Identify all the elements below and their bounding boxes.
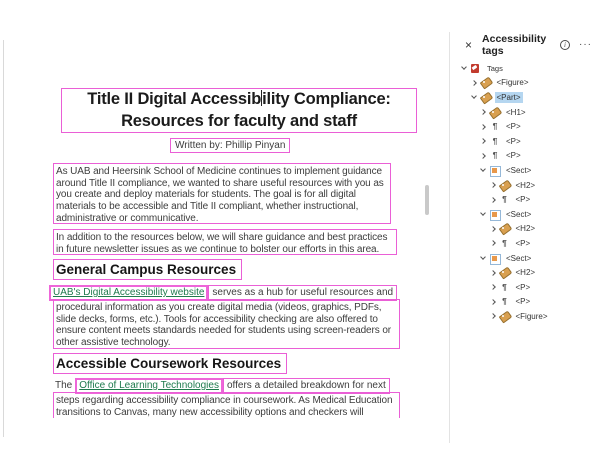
tree-row-p[interactable] (450, 280, 600, 295)
link-office-of-learning-technologies[interactable]: Office of Learning Technologies (79, 380, 219, 391)
tree-row-label: <Figure> (515, 311, 548, 321)
tree-row-figure[interactable] (450, 76, 600, 91)
tree-row-tags[interactable] (450, 61, 600, 76)
tree-row-sect[interactable] (450, 207, 600, 222)
chevron-right-icon[interactable] (490, 182, 496, 188)
campus-line1-rest: serves as a hub for useful resources and (208, 285, 397, 301)
tree-row-label: <P> (506, 122, 521, 132)
text-line: you create and deploy materials for students. The goal is for all digital (56, 189, 356, 201)
chevron-down-icon[interactable] (471, 94, 477, 100)
tree-row-label: <Figure> (496, 78, 529, 88)
chevron-down-icon[interactable] (480, 167, 486, 173)
chevron-right-icon[interactable] (490, 197, 496, 203)
tree-row-p[interactable] (450, 149, 600, 164)
chevron-right-icon[interactable] (490, 241, 496, 247)
coursework-lead-text: The (55, 380, 73, 391)
text-line: in future newsletter issues as we continue to bolster our efforts in this area. (56, 243, 380, 255)
chevron-right-icon[interactable] (480, 138, 486, 144)
paragraph-coursework-body (53, 392, 400, 418)
panel-title: Accessibility tags (482, 33, 547, 57)
section-icon (489, 209, 501, 220)
tree-row-label: <H2> (515, 224, 536, 234)
tags-root-icon (470, 63, 482, 74)
tree-row-h2[interactable] (450, 178, 600, 193)
chevron-right-icon[interactable] (471, 80, 477, 86)
chevron-right-icon[interactable] (490, 226, 496, 232)
tag-icon (499, 267, 511, 278)
tree-row-h2[interactable] (450, 265, 600, 280)
tree-row-h2[interactable] (450, 222, 600, 237)
chevron-right-icon[interactable] (490, 314, 496, 320)
chevron-right-icon[interactable] (480, 109, 486, 115)
text-line: materials to be accessible and Title II compliant, whether instructional, (56, 201, 359, 213)
tree-row-label: <H2> (515, 180, 536, 190)
tree-row-label: <Part> (496, 92, 521, 102)
tree-row-p[interactable] (450, 295, 600, 310)
title-line-2: Resources for faculty and staff (121, 111, 357, 130)
tag-icon (480, 77, 492, 88)
tree-row-sect[interactable] (450, 251, 600, 266)
tree-row-label: <P> (515, 195, 531, 205)
link-uab-digital-accessibility[interactable]: UAB's Digital Accessibility website (53, 287, 205, 298)
tags-tree (450, 61, 600, 324)
text-line: transitions to Canvas, many new accessibility options and checkers will (56, 406, 364, 418)
paragraph-icon: ¶ (492, 150, 498, 161)
tree-row-h1[interactable] (450, 105, 600, 120)
paragraph-icon: ¶ (502, 281, 507, 292)
chevron-down-icon[interactable] (461, 64, 467, 70)
chevron-right-icon[interactable] (480, 153, 486, 159)
text-line: As UAB and Heersink School of Medicine continues to implement guidance (56, 166, 382, 177)
panel-header (465, 33, 592, 57)
tree-row-label: <P> (515, 297, 531, 307)
tree-row-label: <Sect> (506, 253, 532, 263)
chevron-right-icon[interactable] (480, 124, 486, 130)
section-icon (489, 253, 501, 264)
heading-general-campus: General Campus Resources (53, 259, 242, 280)
tree-row-label: <H2> (515, 268, 536, 278)
text-line: slide decks, forms, etc.). Tools for accessibility checking are also offered to (56, 313, 378, 325)
tree-row-label: <P> (515, 238, 531, 248)
tree-row-sect[interactable] (450, 163, 600, 178)
tree-row-p[interactable] (450, 236, 600, 251)
chevron-right-icon[interactable] (490, 270, 496, 276)
text-line: procedural information as you create digital media (videos, graphics, PDFs, (56, 302, 382, 313)
tree-row-figure[interactable] (450, 309, 600, 324)
info-icon[interactable]: i (560, 40, 570, 50)
text-line: administrative or communicative. (56, 212, 199, 224)
title-line-1: Title II Digital Accessibility Compliance: (87, 90, 391, 108)
text-line: steps regarding accessibility compliance in coursework. As Medical Education (56, 395, 393, 406)
chevron-down-icon[interactable] (480, 210, 486, 216)
tree-row-label: <Sect> (506, 209, 532, 219)
text-line: other assistive technology. (56, 337, 171, 349)
paragraph-icon: ¶ (502, 296, 507, 307)
chevron-right-icon[interactable] (490, 299, 496, 305)
tag-icon (489, 107, 501, 118)
tag-icon (499, 311, 511, 322)
document-scrollbar-thumb[interactable] (425, 185, 429, 215)
document-title (61, 88, 417, 133)
tag-icon (480, 92, 492, 103)
coursework-line1-rest: offers a detailed breakdown for next (223, 378, 390, 394)
tree-row-label: <P> (506, 151, 521, 161)
tree-row-label: Tags (487, 63, 503, 73)
tree-row-label: <P> (515, 282, 531, 292)
paragraph-icon: ¶ (502, 194, 507, 205)
tree-row-label: <P> (506, 136, 521, 146)
tree-row-p[interactable] (450, 134, 600, 149)
paragraph-icon: ¶ (492, 121, 498, 132)
paragraph-intro (53, 163, 391, 224)
accessibility-tags-panel (450, 0, 600, 450)
tree-row-p[interactable] (450, 119, 600, 134)
tree-row-label: <H1> (506, 107, 526, 117)
chevron-down-icon[interactable] (480, 254, 486, 260)
text-line: around Title II compliance, we wanted to share useful resources with you as (56, 177, 384, 189)
overflow-menu-icon[interactable]: ··· (579, 39, 592, 50)
tag-icon (499, 180, 511, 191)
tree-row-label: <Sect> (506, 165, 532, 175)
paragraph-icon: ¶ (492, 135, 498, 146)
text-line: In addition to the resources below, we will share guidance and best practices (56, 232, 388, 243)
tag-icon (499, 223, 511, 234)
text-line: ensure content meets standards needed for students using screen-readers or (56, 325, 392, 337)
paragraph-icon: ¶ (502, 237, 507, 248)
byline: Written by: Phillip Pinyan (170, 138, 290, 153)
heading-accessible-coursework: Accessible Coursework Resources (53, 353, 287, 374)
tree-row-p[interactable] (450, 192, 600, 207)
paragraph-newsletter (53, 229, 397, 255)
paragraph-campus-body (53, 299, 400, 349)
tree-row-part[interactable] (450, 90, 600, 105)
section-icon (489, 165, 501, 176)
close-icon[interactable]: × (465, 38, 473, 52)
chevron-right-icon[interactable] (490, 284, 496, 290)
